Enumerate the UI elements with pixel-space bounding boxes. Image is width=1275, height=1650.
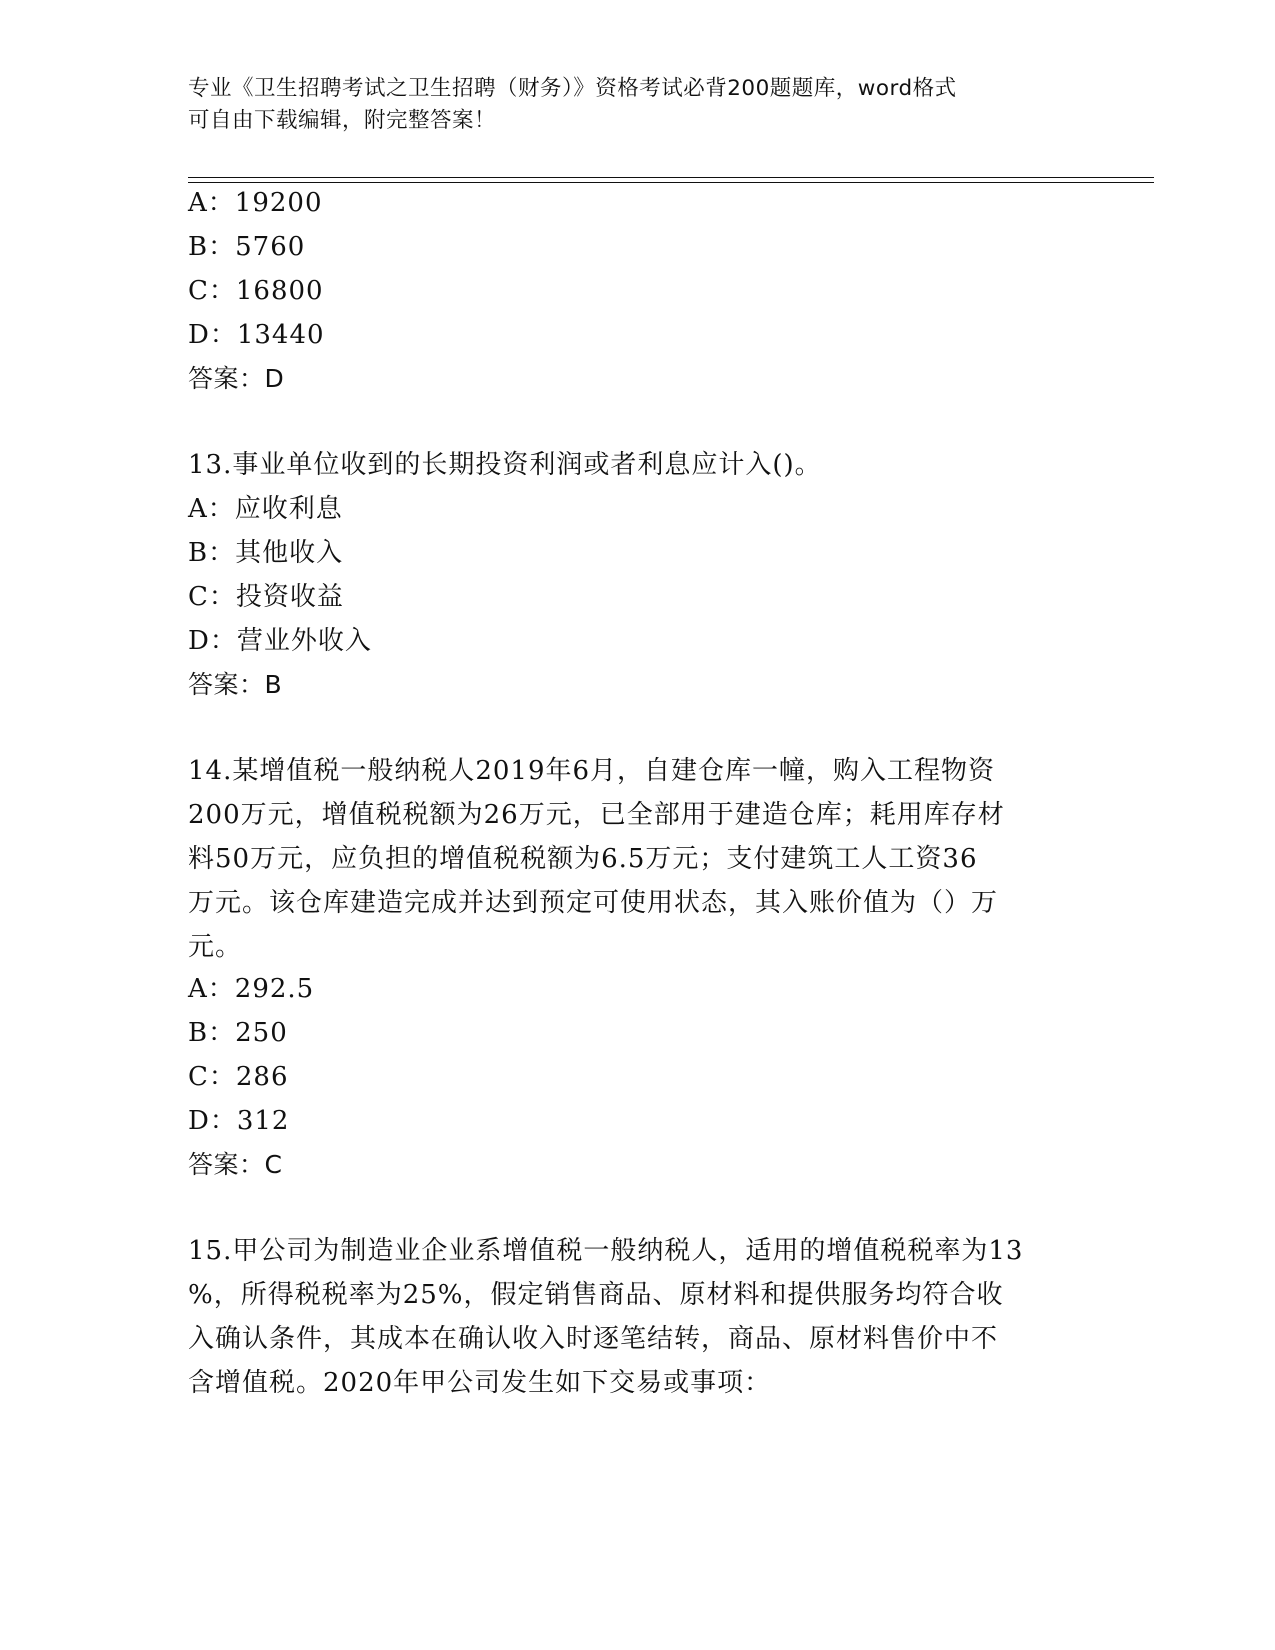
q14-stem-line-5: 元。	[188, 932, 243, 962]
q14-answer: 答案：C	[188, 1150, 283, 1179]
header-rule-top	[188, 177, 1154, 178]
header-line-2: 可自由下载编辑，附完整答案！	[188, 108, 497, 133]
q14-stem-line-1: 14.某增值税一般纳税人2019年6月，自建仓库一幢，购入工程物资	[188, 756, 996, 786]
q13-stem: 13.事业单位收到的长期投资利润或者利息应计入()。	[188, 450, 822, 480]
q14-stem-line-2: 200万元，增值税税额为26万元，已全部用于建造仓库；耗用库存材	[188, 800, 1005, 830]
q15-stem-line-1: 15.甲公司为制造业企业系增值税一般纳税人，适用的增值税税率为13	[188, 1236, 1024, 1266]
header-line-1: 专业《卫生招聘考试之卫生招聘（财务）》资格考试必背200题题库，word格式	[188, 76, 957, 101]
header-rule-bottom	[188, 182, 1154, 183]
q15-stem-line-4: 含增值税。2020年甲公司发生如下交易或事项：	[188, 1368, 772, 1398]
q13-option-b: B：其他收入	[188, 538, 344, 568]
q12-option-a: A：19200	[188, 188, 323, 218]
q12-option-d: D：13440	[188, 320, 325, 350]
q14-option-a: A：292.5	[188, 974, 315, 1004]
q12-option-b: B：5760	[188, 232, 306, 262]
q14-stem-line-4: 万元。该仓库建造完成并达到预定可使用状态，其入账价值为（）万	[188, 888, 999, 918]
q12-answer: 答案：D	[188, 364, 285, 393]
q13-option-a: A：应收利息	[188, 494, 343, 524]
q15-stem-line-3: 入确认条件，其成本在确认收入时逐笔结转，商品、原材料售价中不	[188, 1324, 999, 1354]
document-header	[188, 73, 1068, 137]
q13-answer: 答案：B	[188, 670, 283, 699]
q14-option-c: C：286	[188, 1062, 289, 1092]
q12-option-c: C：16800	[188, 276, 324, 306]
q14-option-d: D：312	[188, 1106, 290, 1136]
q15-stem-line-2: %，所得税税率为25%，假定销售商品、原材料和提供服务均符合收	[188, 1280, 1004, 1310]
q14-option-b: B：250	[188, 1018, 288, 1048]
q13-option-d: D：营业外收入	[188, 626, 372, 656]
q13-option-c: C：投资收益	[188, 582, 344, 612]
q14-stem-line-3: 料50万元，应负担的增值税税额为6.5万元；支付建筑工人工资36	[188, 844, 978, 874]
